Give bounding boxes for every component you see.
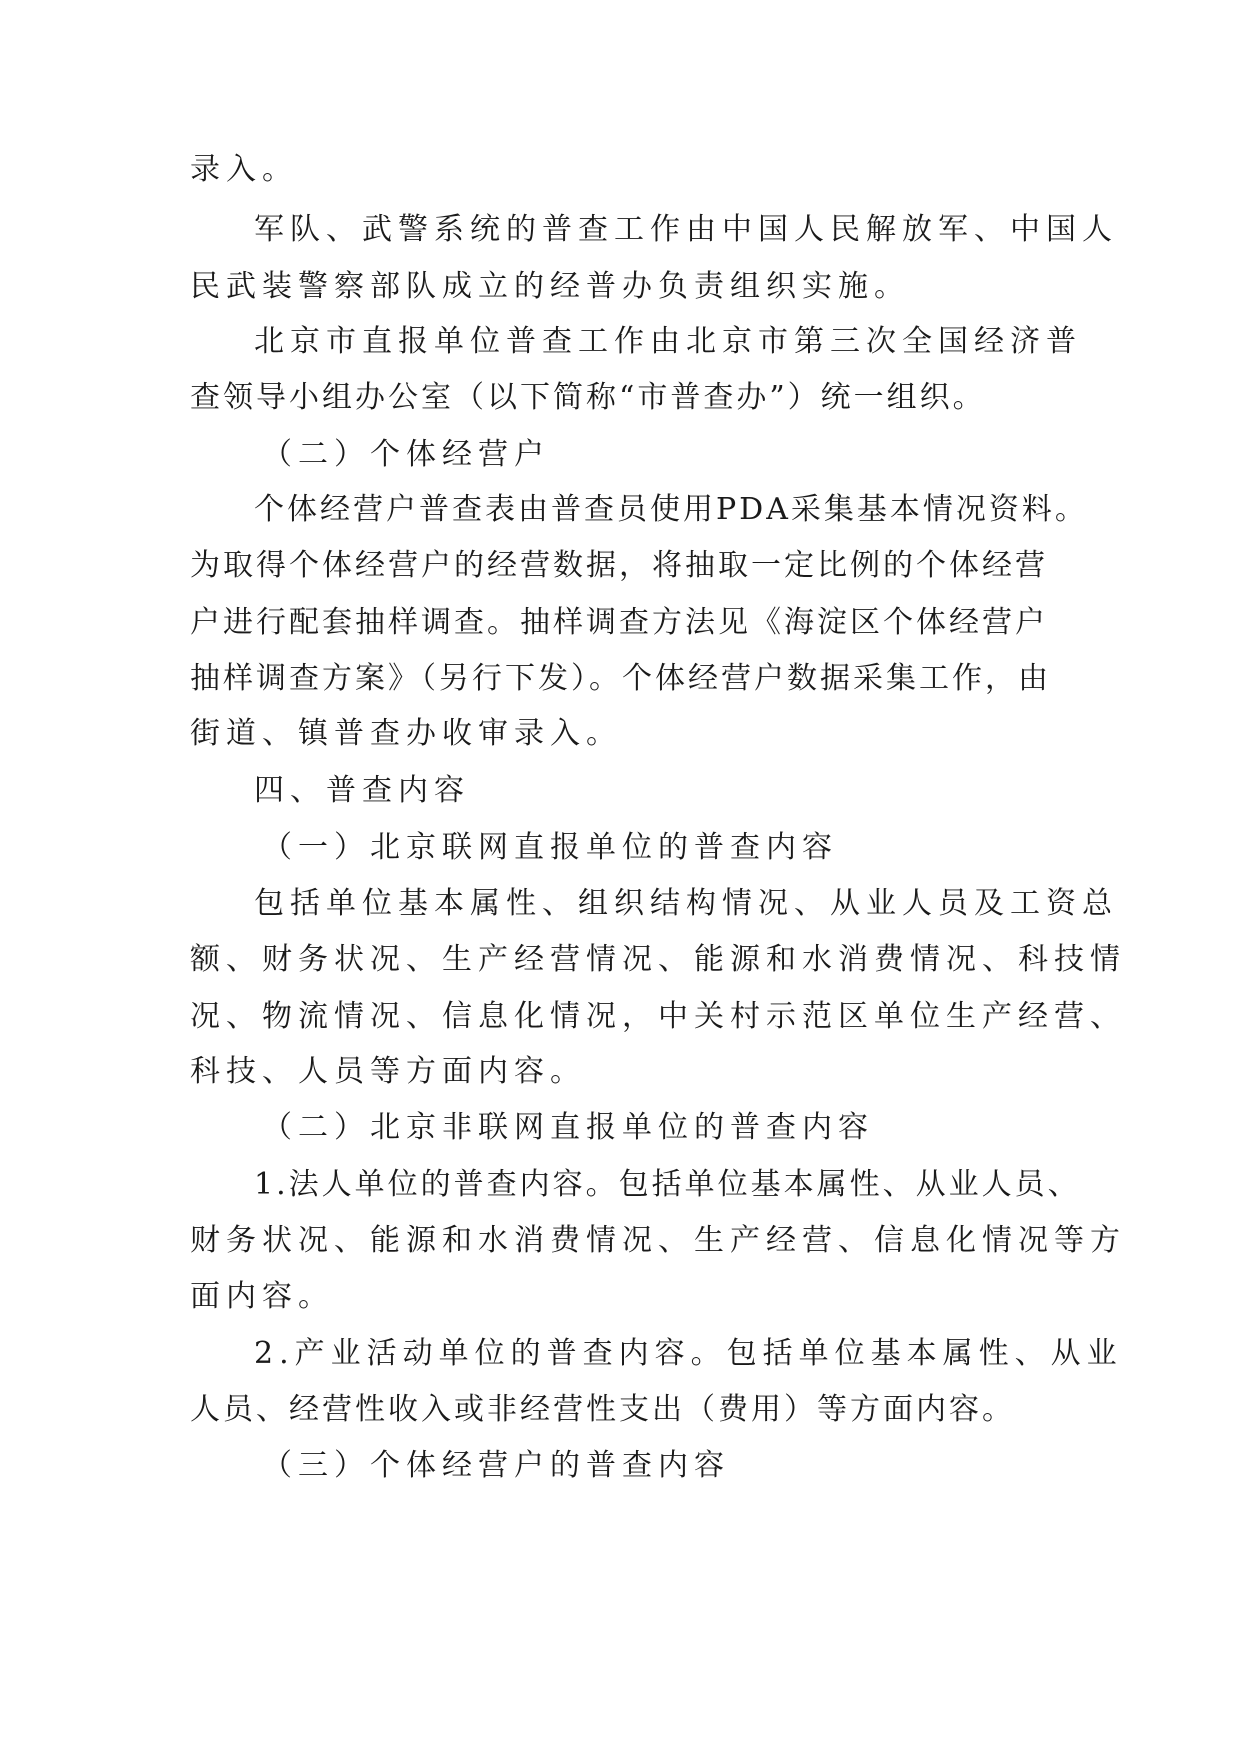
paragraph-beijing-direct: 北京市直报单位普查工作由北京市第三次全国经济普 (254, 324, 1082, 359)
text-line: 户进行配套抽样调查。抽样调查方法见《海淀区个体经营户 (190, 605, 1048, 640)
text-line: 查领导小组办公室（以下简称“市普查办”）统一组织。 (190, 380, 986, 415)
text-line: 财务状况、能源和水消费情况、生产经营、信息化情况等方 (190, 1223, 1126, 1258)
text-line: 人员、经营性收入或非经营性支出（费用）等方面内容。 (190, 1392, 1015, 1427)
text-line: 面内容。 (190, 1279, 334, 1314)
heading-non-networked-units: （二）北京非联网直报单位的普查内容 (262, 1110, 874, 1145)
paragraph-military: 军队、武警系统的普查工作由中国人民解放军、中国人 (254, 212, 1118, 247)
text-line: 科技、人员等方面内容。 (190, 1054, 586, 1089)
text-line: 况、物流情况、信息化情况，中关村示范区单位生产经营、 (190, 999, 1126, 1034)
paragraph-networked-units: 包括单位基本属性、组织结构情况、从业人员及工资总 (254, 886, 1118, 921)
paragraph-individual-households: 个体经营户普查表由普查员使用PDA采集基本情况资料。 (254, 492, 1088, 527)
paragraph-activity-units: 2.产业活动单位的普查内容。包括单位基本属性、从业 (254, 1336, 1123, 1371)
heading-networked-units: （一）北京联网直报单位的普查内容 (262, 830, 838, 865)
text-line: 抽样调查方案》（另行下发）。个体经营户数据采集工作，由 (190, 661, 1051, 696)
heading-household-content: （三）个体经营户的普查内容 (262, 1448, 730, 1483)
text-line: 额、财务状况、生产经营情况、能源和水消费情况、科技情 (190, 942, 1126, 977)
heading-census-content: 四、普查内容 (254, 773, 470, 808)
text-line: 为取得个体经营户的经营数据，将抽取一定比例的个体经营 (190, 548, 1048, 583)
heading-individual-households: （二）个体经营户 (262, 437, 550, 472)
text-line: 民武装警察部队成立的经普办负责组织实施。 (190, 269, 910, 304)
text-line: 录入。 (190, 152, 298, 187)
paragraph-legal-units: 1.法人单位的普查内容。包括单位基本属性、从业人员、 (254, 1167, 1081, 1202)
text-line: 街道、镇普查办收审录入。 (190, 716, 622, 751)
